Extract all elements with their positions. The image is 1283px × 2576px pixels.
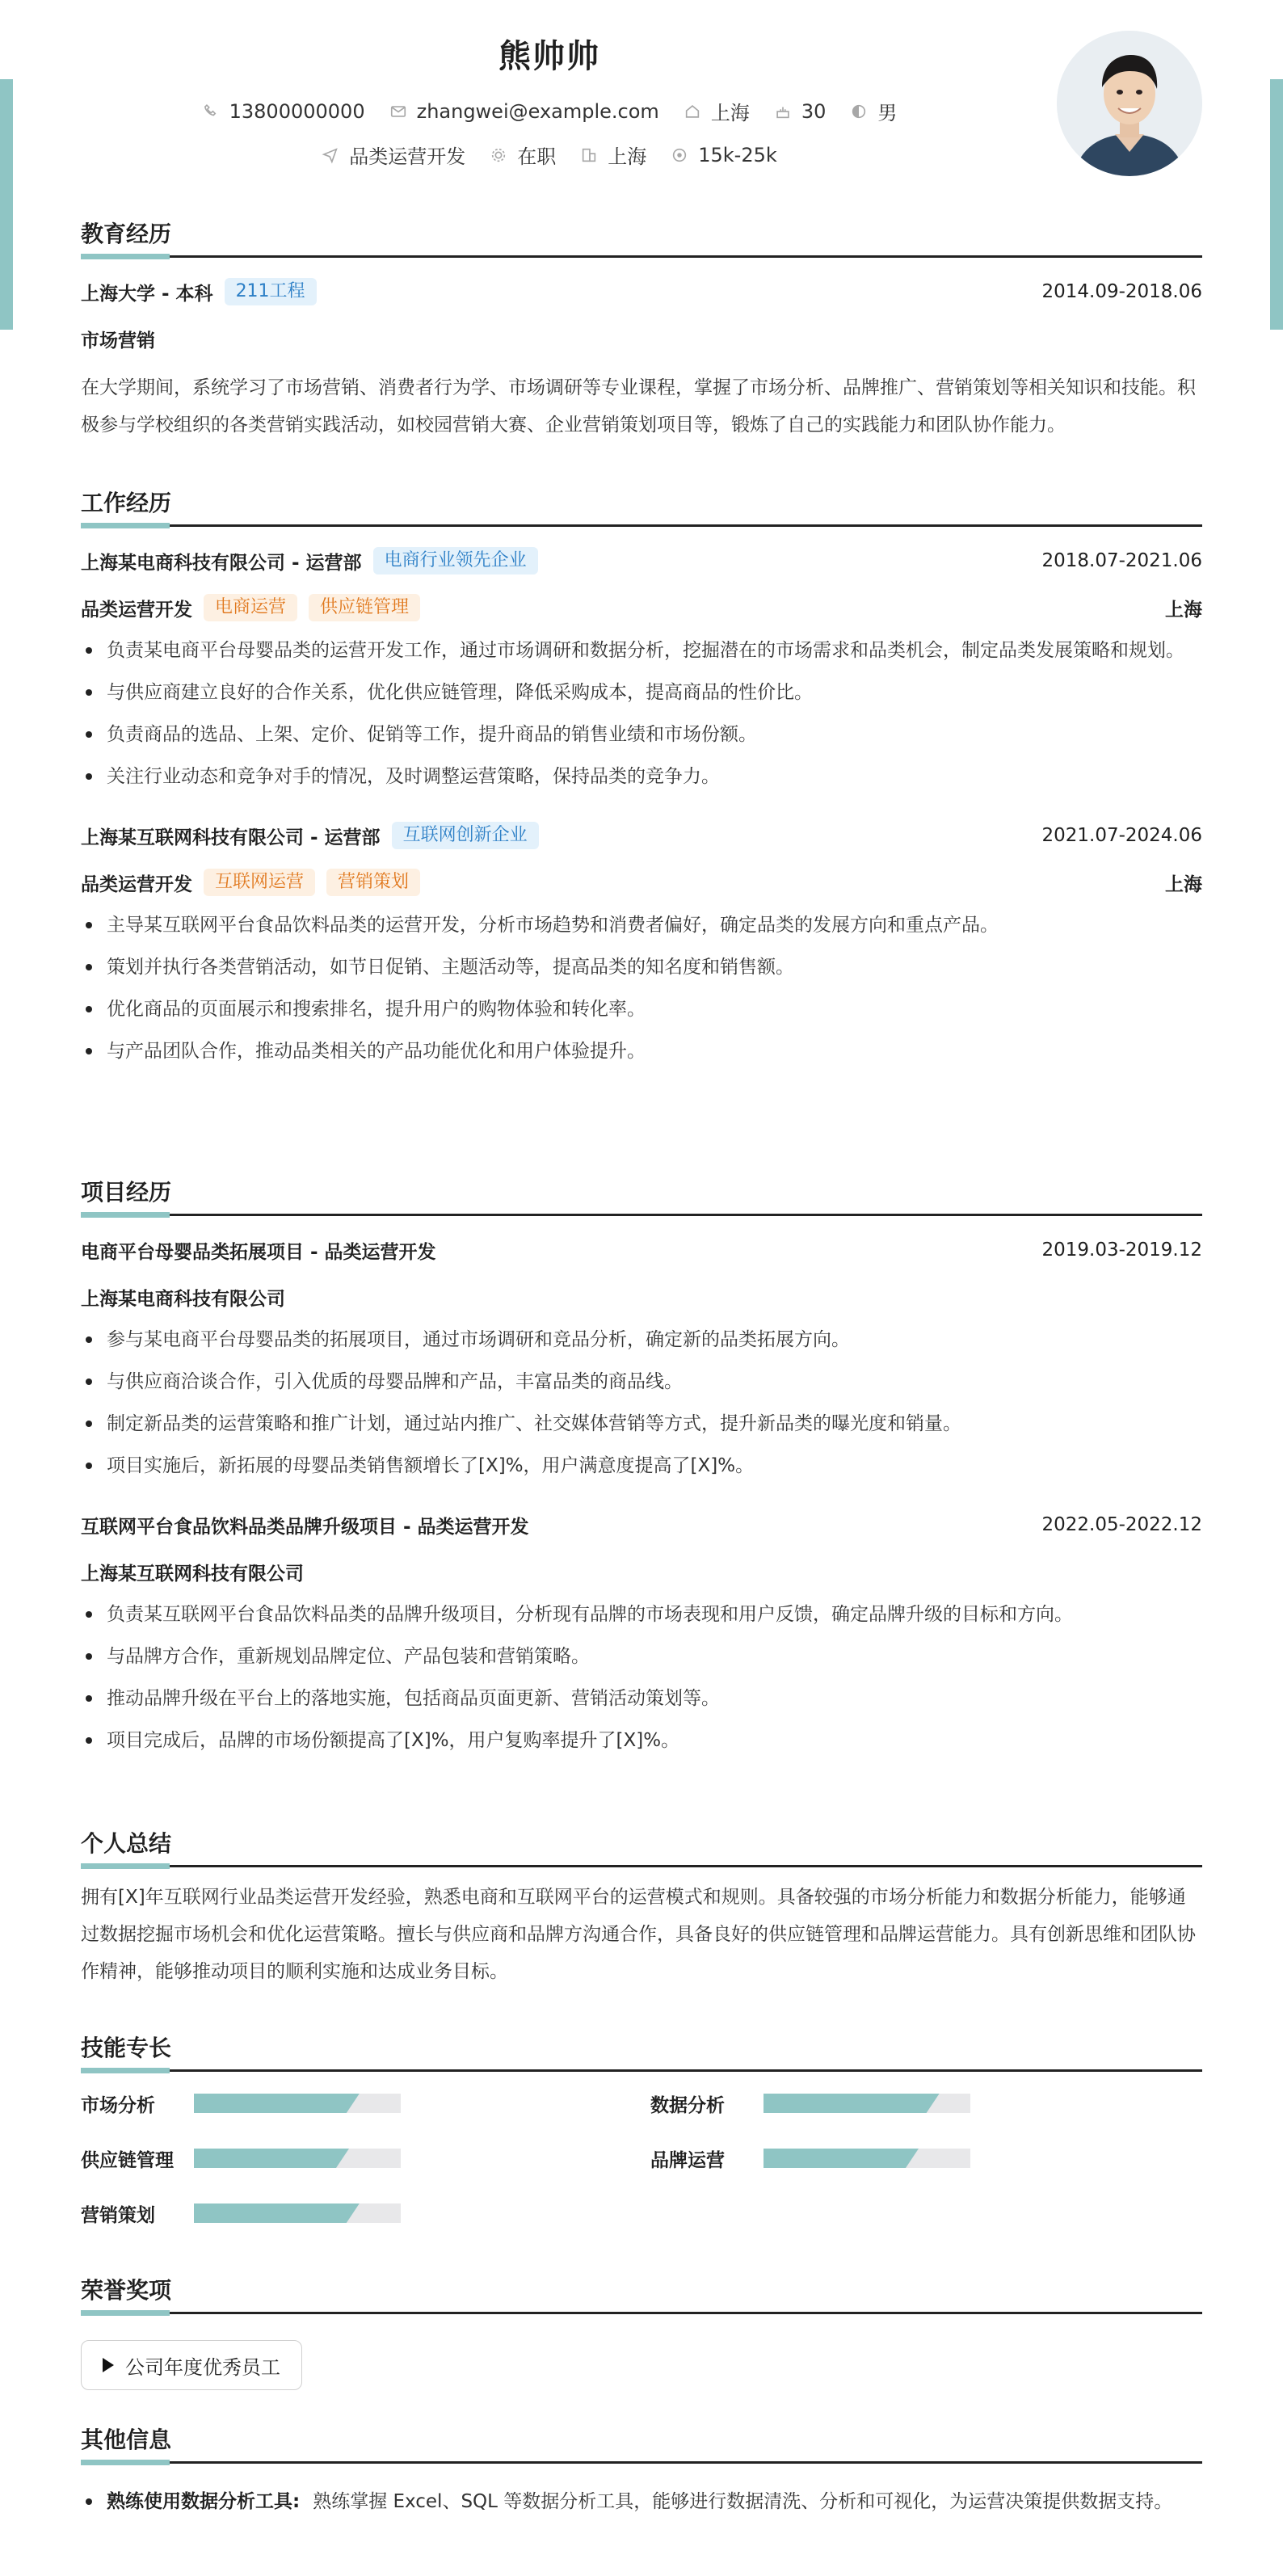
work-role: 品类运营开发 — [81, 873, 192, 895]
award-name: 公司年度优秀员工 — [125, 2355, 280, 2379]
list-item: 负责某电商平台母婴品类的运营开发工作，通过市场调研和数据分析，挖掘潜在的市场需求和品类机会，制定品类发展策略和规划。 — [81, 632, 1202, 669]
status-text: 在职 — [517, 145, 557, 168]
award-chip[interactable] — [81, 2340, 302, 2390]
gender-text: 男 — [877, 102, 898, 124]
work-bullets — [81, 632, 1202, 795]
target-city-text: 上海 — [608, 145, 647, 168]
skill-tag: 互联网运营 — [204, 869, 315, 896]
project-company-row — [81, 1281, 1202, 1313]
avatar-portrait — [1057, 31, 1202, 176]
phone-text: 13800000000 — [229, 99, 365, 123]
skill-bar — [194, 2094, 401, 2113]
coin-icon — [671, 146, 688, 164]
other-text: 熟练掌握 Excel、SQL 等数据分析工具，能够进行数据清洗、分析和可视化，为运营决策提供数据支持。 — [313, 2491, 1173, 2512]
project-name: 电商平台母婴品类拓展项目 - 品类运营开发 — [81, 1241, 436, 1263]
other-label: 熟练使用数据分析工具: — [107, 2491, 301, 2512]
candidate-name: 熊帅帅 — [498, 38, 600, 75]
age-info — [774, 100, 827, 123]
job-text: 品类运营开发 — [349, 145, 466, 168]
project-date: 2022.05-2022.12 — [1041, 1514, 1202, 1535]
list-item: 项目实施后，新拓展的母婴品类销售额增长了[X]%，用户满意度提高了[X]%。 — [81, 1447, 1202, 1484]
work-role: 品类运营开发 — [81, 599, 192, 621]
skill-name: 营销策划 — [81, 2204, 155, 2226]
skill-bar — [763, 2149, 970, 2168]
work-location: 上海 — [1165, 873, 1202, 895]
resume-header — [81, 0, 1202, 194]
work-company: 上海某互联网科技有限公司 - 运营部 — [81, 827, 381, 848]
list-item: 与供应商建立良好的合作关系，优化供应链管理，降低采购成本，提高商品的性价比。 — [81, 674, 1202, 711]
skill-bar-fill — [194, 2149, 349, 2168]
skill-name: 供应链管理 — [81, 2149, 174, 2171]
contact-row — [81, 97, 1018, 125]
list-item: 推动品牌升级在平台上的落地实施，包括商品页面更新、营销活动策划等。 — [81, 1680, 1202, 1717]
work-bullets — [81, 907, 1202, 1070]
skill-bar-fill — [763, 2149, 919, 2168]
list-item — [81, 2483, 1202, 2520]
work-location: 上海 — [1165, 599, 1202, 621]
section-divider — [81, 2461, 1202, 2464]
skill-bar-fill — [194, 2203, 360, 2223]
other-title: 其他信息 — [81, 2427, 172, 2453]
work-role-row — [81, 591, 1202, 624]
target-city-info — [580, 141, 646, 169]
skills-title: 技能专长 — [81, 2035, 172, 2061]
avatar — [1057, 31, 1202, 176]
project-company: 上海某互联网科技有限公司 — [81, 1563, 304, 1585]
work-title: 工作经历 — [81, 490, 172, 516]
company-tag: 电商行业领先企业 — [373, 547, 538, 575]
work-date: 2021.07-2024.06 — [1041, 825, 1202, 846]
job-intent-row — [81, 141, 1018, 169]
education-date: 2014.09-2018.06 — [1041, 281, 1202, 302]
gender-icon — [850, 103, 868, 120]
project-company-row — [81, 1555, 1202, 1588]
gear-icon — [490, 146, 507, 164]
city-info — [684, 97, 750, 125]
skill-item — [81, 2143, 650, 2174]
salary-text: 15k-25k — [698, 143, 777, 166]
summary-text: 拥有[X]年互联网行业品类运营开发经验，熟悉电商和互联网平台的运营模式和规则。具备较强的市场分析能力和数据分析能力，能够通过数据挖掘市场机会和优化运营策略。擅长与供应商和品牌方沟通合作，具备良好的供应链管理和品牌运营能力。具有创新思维和团队协作精神，能够推动项目的顺利实施和达成业务目标。 — [81, 1887, 1196, 1982]
skill-name: 品牌运营 — [650, 2149, 725, 2171]
right-accent-bar — [1270, 79, 1283, 330]
skill-tag: 供应链管理 — [309, 594, 420, 621]
home-icon — [684, 103, 701, 120]
other-list — [81, 2483, 1202, 2520]
project-bullets — [81, 1596, 1202, 1759]
skill-bar-fill — [763, 2094, 940, 2113]
school-tag: 211工程 — [225, 278, 317, 305]
project-header-row — [81, 1234, 1202, 1266]
section-divider — [81, 255, 1202, 258]
project-title: 项目经历 — [81, 1179, 172, 1206]
work-company: 上海某电商科技有限公司 - 运营部 — [81, 552, 362, 574]
skill-bar — [194, 2203, 401, 2223]
skill-tag: 电商运营 — [204, 594, 297, 621]
list-item: 与品牌方合作，重新规划品牌定位、产品包装和营销策略。 — [81, 1638, 1202, 1675]
work-item — [81, 819, 1202, 1070]
work-company-row — [81, 545, 1202, 577]
list-item: 策划并执行各类营销活动，如节日促销、主题活动等，提高品类的知名度和销售额。 — [81, 949, 1202, 986]
major-name: 市场营销 — [81, 330, 155, 351]
skills-grid — [81, 2088, 1202, 2229]
project-name: 互联网平台食品饮料品类品牌升级项目 - 品类运营开发 — [81, 1516, 529, 1538]
list-item: 参与某电商平台母婴品类的拓展项目，通过市场调研和竞品分析，确定新的品类拓展方向。 — [81, 1321, 1202, 1358]
list-item: 与供应商洽谈合作，引入优质的母婴品牌和产品，丰富品类的商品线。 — [81, 1363, 1202, 1400]
honors-title: 荣誉奖项 — [81, 2277, 172, 2304]
skill-item — [81, 2198, 650, 2229]
school-name: 上海大学 - 本科 — [81, 283, 213, 305]
building-icon — [580, 146, 598, 164]
list-item: 制定新品类的运营策略和推广计划，通过站内推广、社交媒体营销等方式，提升新品类的曝光度和销量。 — [81, 1405, 1202, 1442]
skill-bar — [194, 2149, 401, 2168]
section-divider — [81, 1214, 1202, 1216]
send-icon — [322, 146, 339, 164]
project-item — [81, 1234, 1202, 1484]
project-bullets — [81, 1321, 1202, 1484]
project-item — [81, 1509, 1202, 1759]
cake-icon — [774, 103, 792, 120]
list-item: 负责某互联网平台食品饮料品类的品牌升级项目，分析现有品牌的市场表现和用户反馈，确定品牌升级的目标和方向。 — [81, 1596, 1202, 1633]
project-date: 2019.03-2019.12 — [1041, 1240, 1202, 1261]
city-text: 上海 — [710, 102, 750, 124]
skill-bar-fill — [194, 2094, 360, 2113]
project-section — [81, 1176, 1202, 1759]
age-text: 30 — [801, 99, 827, 123]
skill-item — [81, 2088, 650, 2119]
phone-info — [202, 100, 365, 123]
summary-section — [81, 1828, 1202, 1990]
work-company-row — [81, 819, 1202, 852]
skill-item — [650, 2088, 1202, 2119]
other-section — [81, 2424, 1202, 2520]
phone-icon — [202, 103, 220, 120]
section-divider — [81, 524, 1202, 527]
education-description: 在大学期间，系统学习了市场营销、消费者行为学、市场调研等专业课程，掌握了市场分析、品牌推广、营销策划等相关知识和技能。积极参与学校组织的各类营销实践活动，如校园营销大赛、企业营销策划项目等，锻炼了自己的实践能力和团队协作能力。 — [81, 377, 1196, 436]
project-header-row — [81, 1509, 1202, 1541]
skill-name: 市场分析 — [81, 2094, 155, 2116]
skill-item — [650, 2143, 1202, 2174]
work-item — [81, 545, 1202, 795]
play-triangle-icon — [103, 2358, 114, 2372]
education-header-row — [81, 276, 1202, 308]
company-tag: 互联网创新企业 — [392, 822, 539, 849]
work-section — [81, 487, 1202, 1070]
project-company: 上海某电商科技有限公司 — [81, 1288, 285, 1310]
list-item: 优化商品的页面展示和搜索排名，提升用户的购物体验和转化率。 — [81, 991, 1202, 1028]
status-info — [490, 141, 556, 169]
email-text: zhangwei@example.com — [416, 99, 659, 123]
section-divider — [81, 2312, 1202, 2314]
work-date: 2018.07-2021.06 — [1041, 550, 1202, 571]
list-item: 与产品团队合作，推动品类相关的产品功能优化和用户体验提升。 — [81, 1033, 1202, 1070]
work-role-row — [81, 866, 1202, 899]
skill-bar — [763, 2094, 970, 2113]
list-item: 负责商品的选品、上架、定价、促销等工作，提升商品的销售业绩和市场份额。 — [81, 716, 1202, 753]
skill-tag: 营销策划 — [326, 869, 420, 896]
summary-title: 个人总结 — [81, 1830, 172, 1857]
education-section — [81, 218, 1202, 444]
list-item: 关注行业动态和竞争对手的情况，及时调整运营策略，保持品类的竞争力。 — [81, 758, 1202, 795]
list-item: 项目完成后，品牌的市场份额提高了[X]%，用户复购率提升了[X]%。 — [81, 1722, 1202, 1759]
major-row — [81, 322, 1202, 355]
gender-info — [850, 97, 897, 125]
job-info — [322, 141, 465, 169]
skills-section — [81, 2032, 1202, 2229]
salary-info — [671, 144, 777, 166]
honors-section — [81, 2275, 1202, 2390]
resume-page — [81, 0, 1202, 2512]
section-divider — [81, 2069, 1202, 2072]
email-info — [389, 100, 659, 123]
section-divider — [81, 1865, 1202, 1867]
left-accent-bar — [0, 79, 13, 330]
list-item: 主导某互联网平台食品饮料品类的运营开发，分析市场趋势和消费者偏好，确定品类的发展方向和重点产品。 — [81, 907, 1202, 944]
mail-icon — [389, 103, 407, 120]
education-title: 教育经历 — [81, 221, 172, 247]
skill-name: 数据分析 — [650, 2094, 725, 2116]
